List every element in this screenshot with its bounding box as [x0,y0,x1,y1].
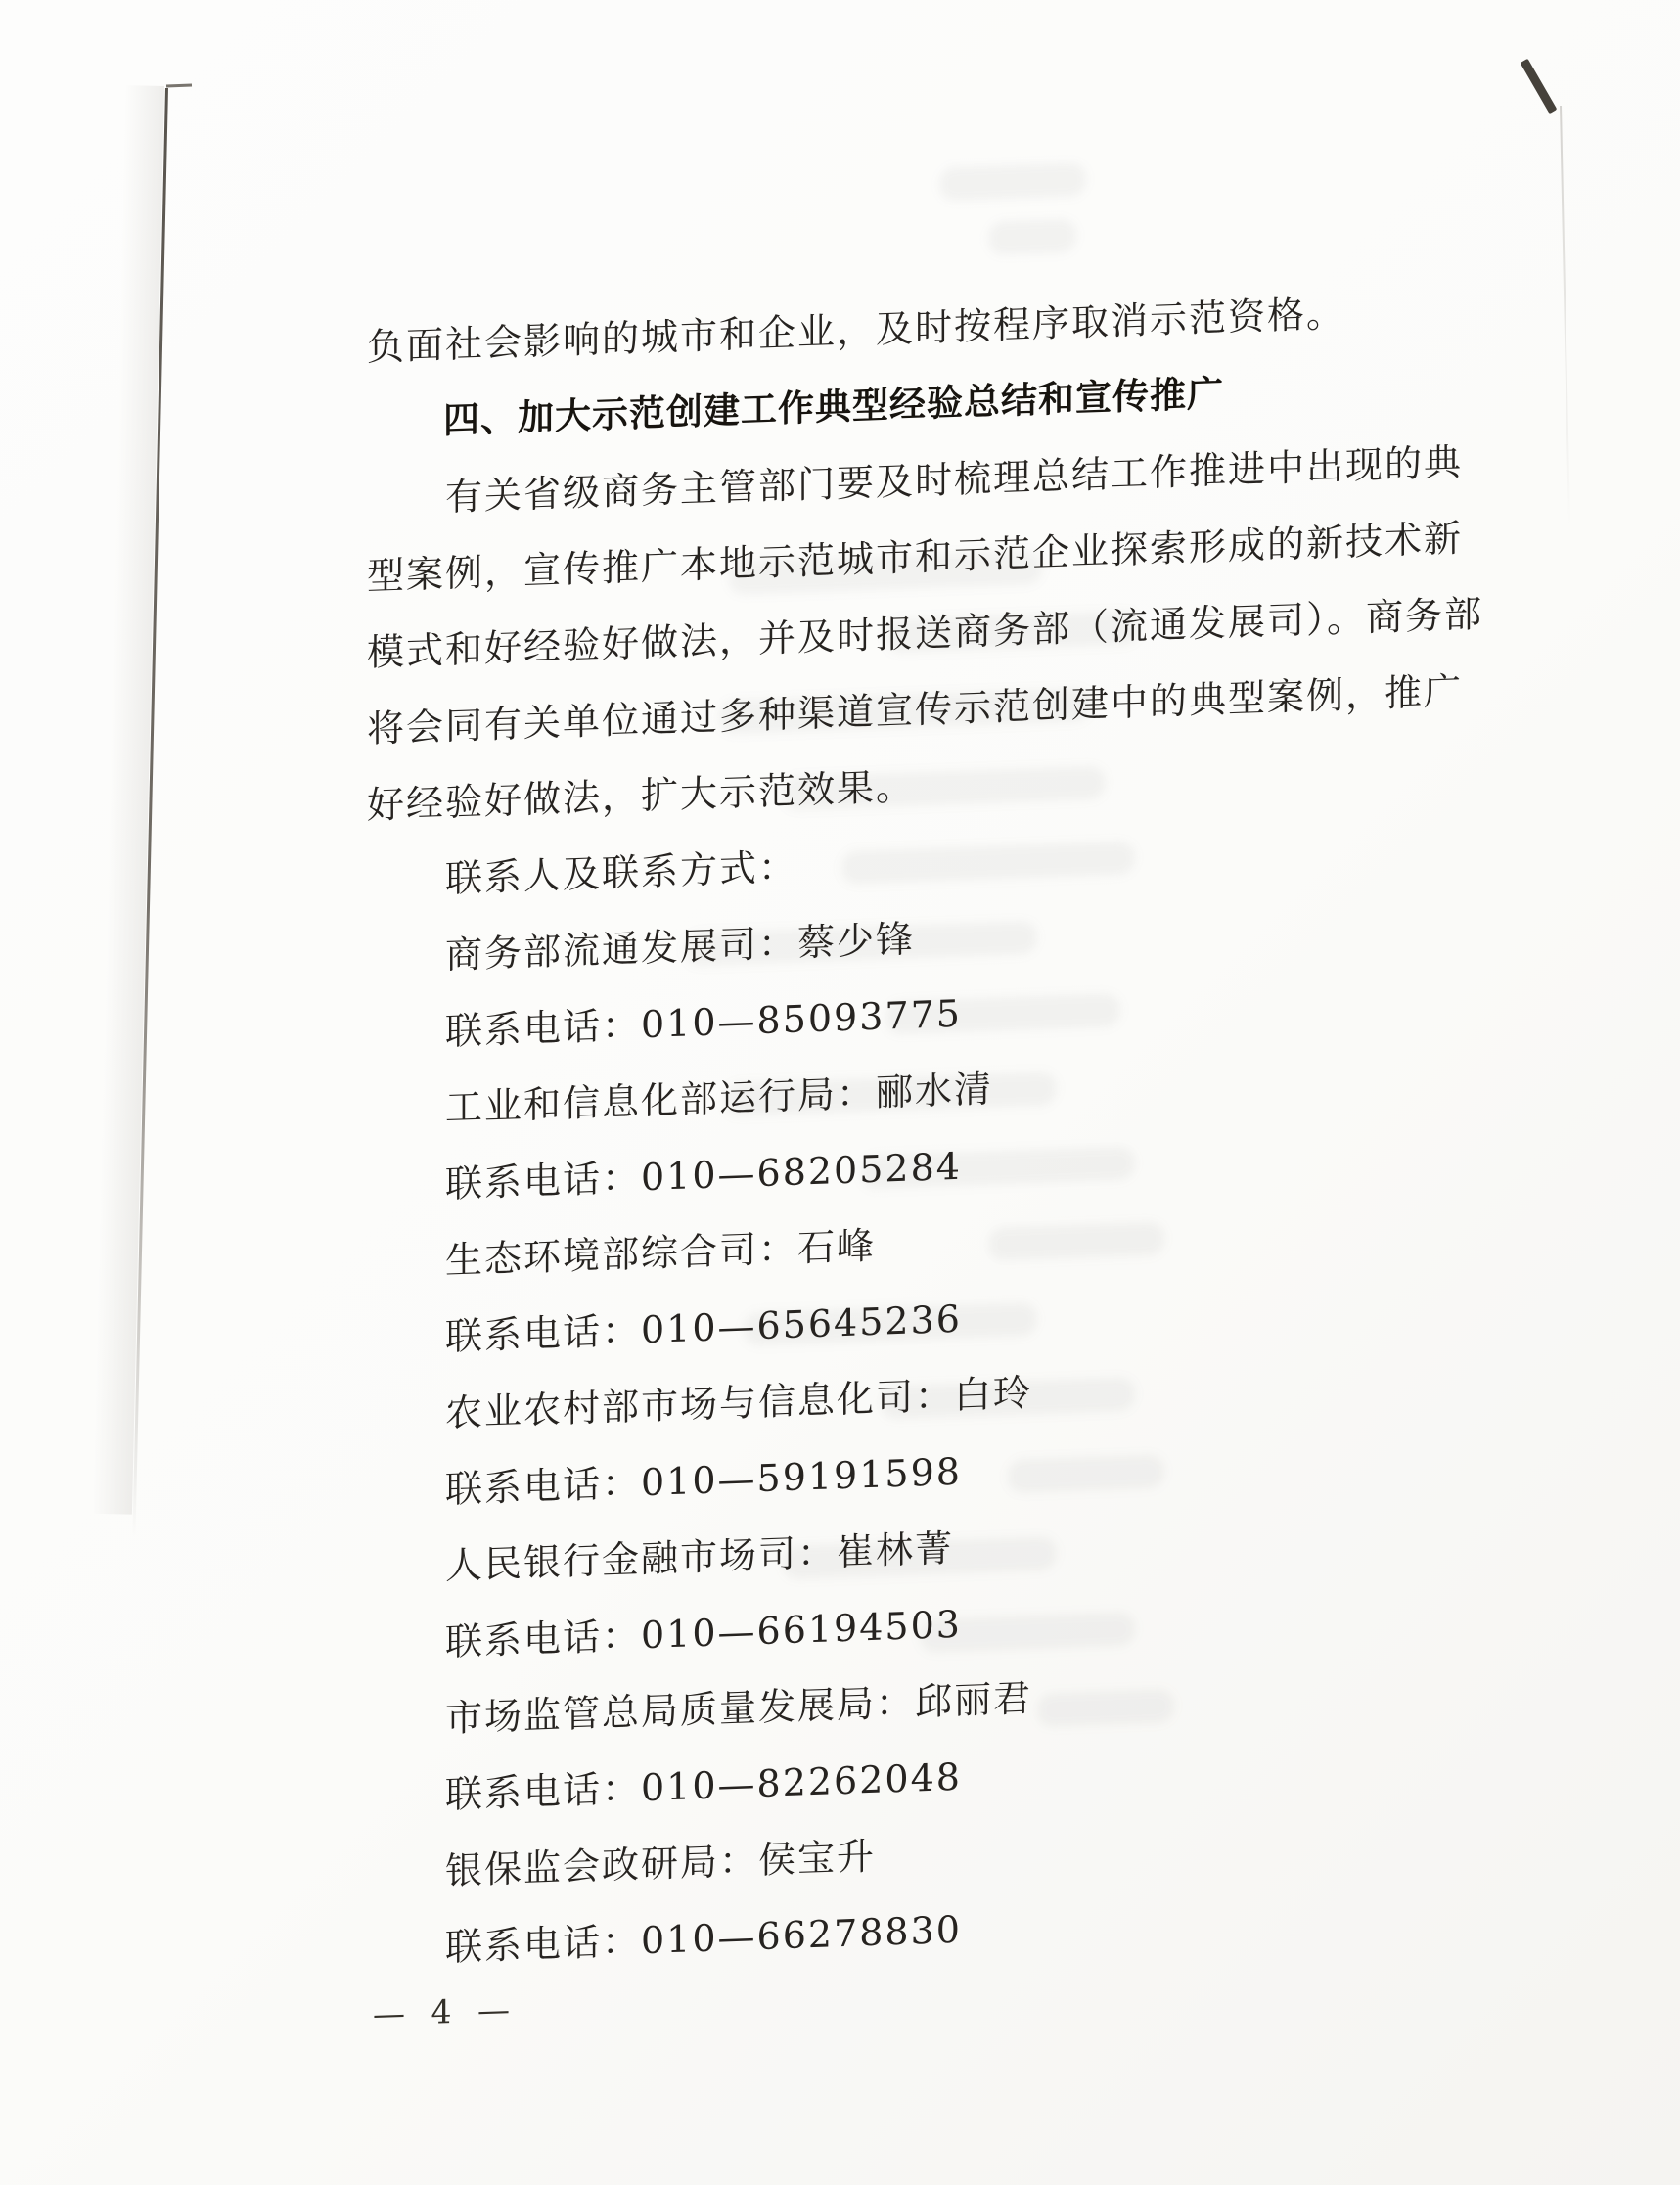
paragraph-line: 将会同有关单位通过多种渠道宣传示范创建中的典型案例，推广 [367,668,1464,751]
contact-org-person: 工业和信息化部运行局：郦水清 [445,1067,994,1130]
contact-phone: 联系电话：010—59191598 [445,1449,962,1512]
contact-org-person: 农业农村部市场与信息化司：白玲 [445,1371,1033,1435]
contact-phone: 联系电话：010—65645236 [445,1297,962,1359]
section-heading: 四、加大示范创建工作典型经验总结和宣传推广 [443,372,1224,442]
contacts-intro: 联系人及联系方式： [445,844,798,901]
page-right-edge-line [1560,106,1570,526]
paragraph-line: 模式和好经验好做法，并及时报送商务部（流通发展司）。商务部 [367,592,1484,674]
continuation-text: 负面社会影响的城市和企业，及时按程序取消示范资格。 [367,292,1346,369]
contact-org-person: 生态环境部综合司：石峰 [445,1223,877,1283]
page-corner-fold-mark [1521,59,1558,114]
paragraph-line: 好经验好做法，扩大示范效果。 [367,764,916,827]
page-left-edge-shadow [93,85,164,1515]
contact-phone: 联系电话：010—66278830 [445,1907,962,1970]
contact-org-person: 商务部流通发展司：蔡少锋 [445,917,916,978]
contact-phone: 联系电话：010—85093775 [445,991,962,1054]
paragraph-line: 有关省级商务主管部门要及时梳理总结工作推进中出现的典 [445,439,1464,520]
contact-org-person: 银保监会政研局：侯宝升 [445,1834,877,1893]
document-content [367,270,1492,2053]
contact-phone: 联系电话：010—82262048 [445,1754,962,1817]
contact-org-person: 人民银行金融市场司：崔林菁 [445,1526,955,1588]
page-top-left-corner [166,84,192,88]
contact-phone: 联系电话：010—66194503 [445,1602,962,1664]
contact-org-person: 市场监管总局质量发展局：邱丽君 [445,1676,1033,1741]
page-number: — 4 — [373,1989,518,2033]
paragraph-line: 型案例，宣传推广本地示范城市和示范企业探索形成的新技术新 [367,516,1464,598]
contact-phone: 联系电话：010—68205284 [445,1144,962,1206]
